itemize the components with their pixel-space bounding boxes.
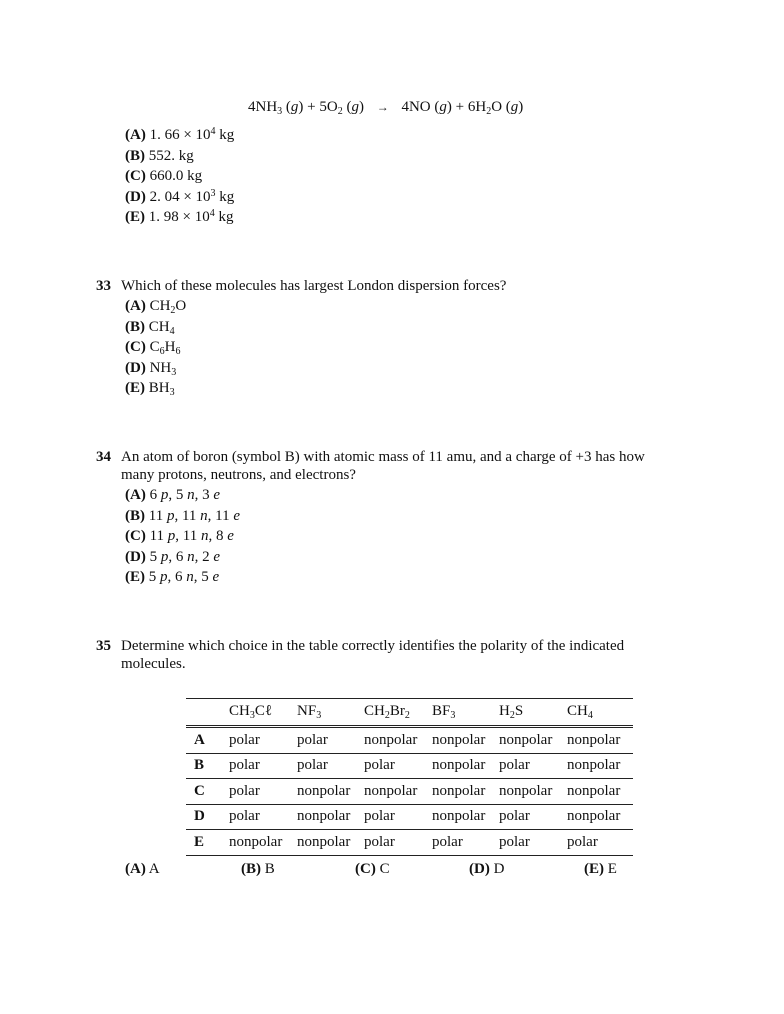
q32-choice-e[interactable] xyxy=(125,208,234,229)
q32-choice-d[interactable] xyxy=(125,188,234,209)
choice-letter: (B) xyxy=(125,147,145,164)
eq-text: O ( xyxy=(491,99,511,115)
choice-text: 660.0 kg xyxy=(149,168,203,184)
table-cell: polar xyxy=(499,757,530,774)
neutron-count: , 11 xyxy=(174,507,201,524)
table-cell: nonpolar xyxy=(567,731,621,748)
choice-letter: (B) xyxy=(125,507,145,524)
table-cell: nonpolar xyxy=(364,731,418,748)
eq-term: 4NH xyxy=(248,99,278,115)
q35-choice-b[interactable] xyxy=(241,860,275,879)
formula-part: CH xyxy=(229,703,250,719)
q35-question-line2: molecules. xyxy=(121,656,186,672)
choice-letter: (D) xyxy=(125,548,146,565)
table-row xyxy=(186,779,633,805)
choice-text: C xyxy=(379,861,390,877)
question-number: 35 xyxy=(96,638,111,654)
eq-text: ) xyxy=(518,99,524,115)
table-cell: nonpolar xyxy=(567,782,621,799)
electron-count: , 5 xyxy=(193,569,213,585)
proton-symbol: p xyxy=(160,569,168,585)
q33-choices xyxy=(125,297,186,400)
q32-choice-a[interactable] xyxy=(125,126,234,147)
proton-symbol: p xyxy=(160,548,169,565)
table-cell: polar xyxy=(364,808,395,825)
table-header-bf3 xyxy=(432,699,499,727)
table-cell: nonpolar xyxy=(499,782,553,799)
formula-part: CH xyxy=(567,703,588,719)
eq-text: ) + 6H xyxy=(446,99,487,115)
proton-count: 6 xyxy=(149,487,161,503)
eq-text: ( xyxy=(282,99,291,115)
eq-sub: 2 xyxy=(486,106,492,117)
reaction-equation xyxy=(248,98,523,121)
table-corner-cell xyxy=(186,699,229,727)
formula-part: CH xyxy=(149,298,171,314)
row-label: A xyxy=(194,731,205,748)
table-cell: polar xyxy=(432,833,463,850)
formula-sub: 2 xyxy=(384,710,390,721)
q35-question-line1: Determine which choice in the table correctly identifies the polarity of the indicated xyxy=(121,638,625,654)
row-label: C xyxy=(194,782,205,799)
choice-sup: 4 xyxy=(209,208,215,219)
formula-part: Br xyxy=(389,703,405,719)
electron-count: , 8 xyxy=(208,528,228,544)
row-label: E xyxy=(194,833,205,850)
neutron-symbol: n xyxy=(200,528,209,544)
reaction-arrow-icon: → xyxy=(376,100,389,114)
q33-number xyxy=(96,277,111,296)
formula-part: H xyxy=(164,339,176,355)
table-header-ch3cl xyxy=(229,699,297,727)
eq-text: ) + 5O xyxy=(298,99,338,115)
table-header-row xyxy=(186,699,633,727)
choice-text: 1. 66 × 10 xyxy=(149,127,211,143)
formula-part: S xyxy=(514,703,524,719)
table-cell: polar xyxy=(297,757,328,774)
formula-sub: 4 xyxy=(169,325,175,337)
q34-choice-b[interactable] xyxy=(125,507,240,528)
table-header-ch2br2 xyxy=(364,699,432,727)
q32-choice-b[interactable] xyxy=(125,147,234,168)
choice-letter: (D) xyxy=(125,359,146,376)
table-cell: polar xyxy=(297,731,328,748)
formula-sub: 6 xyxy=(175,346,181,357)
formula-sub: 2 xyxy=(170,305,176,316)
table-cell: nonpolar xyxy=(499,731,553,748)
question-number: 34 xyxy=(96,449,111,465)
choice-letter: (E) xyxy=(125,380,145,396)
table-header-nf3 xyxy=(297,699,364,727)
formula-part: Cℓ xyxy=(254,703,273,719)
q33-choice-d[interactable] xyxy=(125,359,186,380)
choice-sup: 3 xyxy=(210,187,216,199)
q35-choice-c[interactable] xyxy=(355,860,390,879)
q33-choice-c[interactable] xyxy=(125,338,186,359)
choice-text: D xyxy=(493,861,505,877)
formula-sub: 3 xyxy=(171,366,177,378)
formula-part: NH xyxy=(149,359,172,376)
choice-letter: (E) xyxy=(125,569,145,585)
choice-unit: kg xyxy=(215,188,235,205)
table-cell: nonpolar xyxy=(432,731,486,748)
neutron-symbol: n xyxy=(200,507,208,524)
choice-letter: (C) xyxy=(125,339,146,355)
choice-letter: (B) xyxy=(125,318,145,335)
electron-symbol: e xyxy=(213,548,220,565)
choice-letter: (E) xyxy=(584,861,604,877)
choice-letter: (C) xyxy=(355,861,376,877)
proton-symbol: p xyxy=(160,487,169,503)
formula-sub: 3 xyxy=(249,710,255,721)
q35-choice-e[interactable] xyxy=(584,860,617,879)
table-cell: nonpolar xyxy=(229,833,283,850)
table-row xyxy=(186,830,633,856)
formula-sub: 3 xyxy=(169,387,175,398)
table-cell: polar xyxy=(229,757,260,774)
table-cell: nonpolar xyxy=(567,808,621,825)
choice-letter: (E) xyxy=(125,209,145,225)
choice-unit: kg xyxy=(215,127,235,143)
eq-text: ( xyxy=(342,99,352,115)
table-cell: polar xyxy=(364,833,395,850)
q34-choice-a[interactable] xyxy=(125,486,240,507)
choice-text: 1. 98 × 10 xyxy=(148,209,210,225)
neutron-count: , 11 xyxy=(175,528,201,544)
table-cell: nonpolar xyxy=(567,757,621,774)
q32-choice-c[interactable] xyxy=(125,167,234,188)
choice-text: E xyxy=(607,861,617,877)
table-cell: nonpolar xyxy=(297,833,351,850)
table-row xyxy=(186,727,633,754)
formula-sub: 6 xyxy=(159,346,165,357)
table-cell: nonpolar xyxy=(297,782,351,799)
electron-count: , 2 xyxy=(194,548,214,565)
choice-letter: (B) xyxy=(241,861,261,877)
eq-sub: 3 xyxy=(277,106,283,117)
choice-text: 2. 04 × 10 xyxy=(149,188,211,205)
table-cell: polar xyxy=(567,833,598,850)
choice-letter: (A) xyxy=(125,861,146,877)
q35-number xyxy=(96,637,111,656)
eq-state: g xyxy=(439,99,447,115)
table-cell: polar xyxy=(364,757,395,774)
q35-choice-d[interactable] xyxy=(469,860,504,879)
table-cell: polar xyxy=(229,808,260,825)
formula-part: H xyxy=(499,703,510,719)
proton-symbol: p xyxy=(167,528,176,544)
table-cell: polar xyxy=(499,808,530,825)
q34-choice-d[interactable] xyxy=(125,548,240,569)
formula-part: O xyxy=(175,298,187,314)
neutron-symbol: n xyxy=(186,569,194,585)
electron-count: , 11 xyxy=(207,507,234,524)
formula-part: BF xyxy=(432,703,451,719)
row-label: D xyxy=(194,808,205,825)
q34-question-line2: many protons, neutrons, and electrons? xyxy=(121,467,356,483)
eq-state: g xyxy=(290,99,299,115)
formula-sub: 4 xyxy=(587,710,593,721)
q34-choice-c[interactable] xyxy=(125,527,240,548)
table-cell: nonpolar xyxy=(297,808,351,825)
proton-count: 11 xyxy=(149,528,168,544)
q33-choice-b[interactable] xyxy=(125,318,186,339)
eq-state: g xyxy=(510,99,519,115)
choice-unit: kg xyxy=(214,209,234,225)
table-cell: nonpolar xyxy=(432,782,486,799)
choice-letter: (A) xyxy=(125,298,146,314)
table-row xyxy=(186,804,633,830)
electron-symbol: e xyxy=(213,487,220,503)
q33-question: Which of these molecules has largest London dispersion forces? xyxy=(121,278,507,294)
q33-choice-a[interactable] xyxy=(125,297,186,318)
q34-question-line1: An atom of boron (symbol B) with atomic mass of 11 amu, and a charge of +3 has how xyxy=(121,449,645,465)
formula-sub: 2 xyxy=(509,710,515,721)
electron-symbol: e xyxy=(233,507,241,524)
formula-sub: 2 xyxy=(404,710,410,721)
choice-letter: (C) xyxy=(125,168,146,184)
question-number: 33 xyxy=(96,278,111,294)
q35-choice-a[interactable] xyxy=(125,860,160,879)
formula-sub: 3 xyxy=(316,710,322,721)
proton-count: 5 xyxy=(149,548,161,565)
proton-count: 5 xyxy=(148,569,160,585)
choice-sup: 4 xyxy=(210,126,216,137)
q32-choices xyxy=(125,126,234,229)
electron-symbol: e xyxy=(227,528,234,544)
q34-choice-e[interactable] xyxy=(125,568,240,589)
table-cell: nonpolar xyxy=(432,757,486,774)
formula-part: CH xyxy=(148,318,170,335)
table-cell: nonpolar xyxy=(364,782,418,799)
choice-text: B xyxy=(264,861,275,877)
neutron-symbol: n xyxy=(187,487,195,503)
table-header-ch4 xyxy=(567,699,633,727)
formula-part: NF xyxy=(297,703,317,719)
formula-part: BH xyxy=(148,380,170,396)
choice-letter: (D) xyxy=(469,861,490,877)
table-header-h2s xyxy=(499,699,567,727)
choice-text: 552. kg xyxy=(148,147,194,164)
formula-sub: 3 xyxy=(450,710,456,721)
choice-text: A xyxy=(148,861,160,877)
eq-text: ) xyxy=(358,99,364,115)
formula-part: C xyxy=(149,339,160,355)
eq-state: g xyxy=(351,99,359,115)
eq-term: 4NO ( xyxy=(401,99,440,115)
row-label: B xyxy=(194,757,205,774)
formula-part: CH xyxy=(364,703,385,719)
neutron-count: , 5 xyxy=(168,487,188,503)
table-cell: polar xyxy=(499,833,530,850)
eq-sub: 2 xyxy=(337,106,343,117)
q33-choice-e[interactable] xyxy=(125,379,186,400)
table-cell: nonpolar xyxy=(432,808,486,825)
choice-letter: (D) xyxy=(125,188,146,205)
q34-number xyxy=(96,448,111,467)
table-cell: polar xyxy=(229,782,260,799)
table-row xyxy=(186,753,633,779)
table-cell: polar xyxy=(229,731,260,748)
neutron-count: , 6 xyxy=(167,569,187,585)
choice-letter: (A) xyxy=(125,127,146,143)
polarity-table xyxy=(186,698,633,856)
electron-symbol: e xyxy=(212,569,220,585)
choice-letter: (A) xyxy=(125,487,146,503)
q34-choices xyxy=(125,486,240,589)
electron-count: , 3 xyxy=(194,487,214,503)
proton-symbol: p xyxy=(166,507,175,524)
proton-count: 11 xyxy=(148,507,167,524)
neutron-symbol: n xyxy=(187,548,195,565)
choice-letter: (C) xyxy=(125,528,146,544)
neutron-count: , 6 xyxy=(168,548,188,565)
